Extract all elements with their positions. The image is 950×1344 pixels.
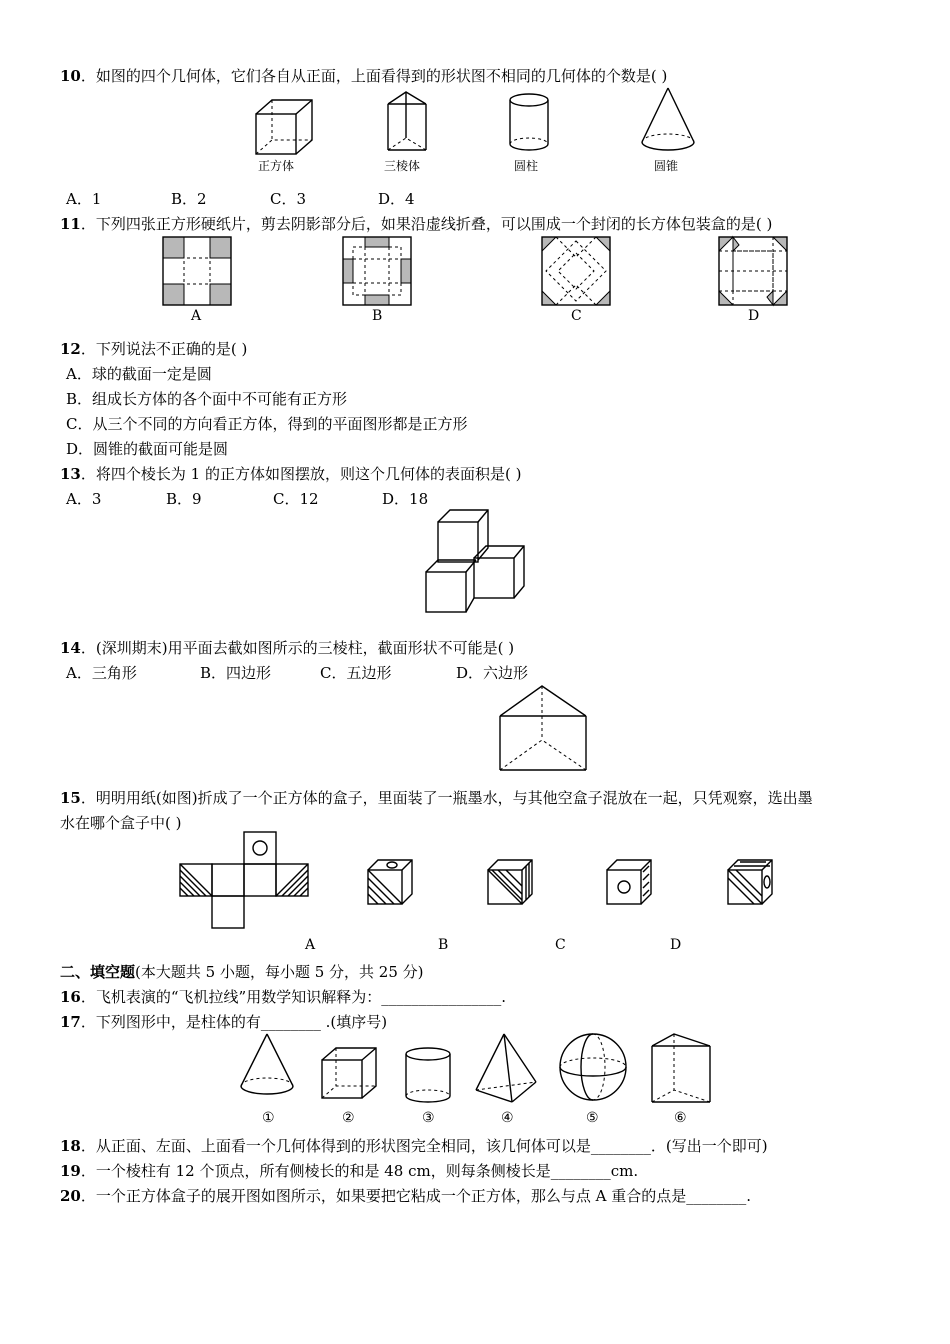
caption-prism: 三棱体	[384, 159, 421, 173]
question-number: 15	[60, 789, 81, 807]
section-note: (本大题共 5 小题，每小题 5 分，共 25 分)	[135, 963, 424, 981]
question-number: 16	[60, 988, 81, 1006]
question-number: 13	[60, 465, 81, 483]
question-number: 18	[60, 1137, 81, 1155]
figure-card-a	[163, 237, 231, 305]
figure-cube	[250, 96, 320, 158]
box-b-icon	[486, 858, 534, 906]
question-13	[60, 464, 521, 484]
option-d: D．4	[378, 190, 415, 208]
question-number: 12	[60, 340, 81, 358]
section-header	[60, 962, 424, 982]
card-label-a: A	[191, 308, 202, 324]
option-b: B．组成长方体的各个面中不可能有正方形	[66, 390, 348, 408]
question-10	[60, 66, 667, 86]
figure-card-b	[343, 237, 411, 305]
question-number: 11	[60, 215, 81, 233]
question-text: ．从正面、左面、上面看一个几何体得到的形状图完全相同，该几何体可以是________．(写出一个即可)	[80, 1137, 768, 1155]
shape-3-cylinder	[404, 1046, 454, 1106]
caption-cone: 圆锥	[654, 159, 679, 173]
figure-triangular-prism	[382, 90, 432, 156]
option-d: D．圆锥的截面可能是圆	[66, 440, 229, 458]
figure-card-d	[719, 237, 787, 305]
figure-card-c	[542, 237, 610, 305]
box-a-icon	[366, 858, 414, 906]
box-c-icon	[605, 858, 653, 906]
question-number: 14	[60, 639, 81, 657]
question-19	[60, 1161, 638, 1181]
question-20	[60, 1186, 751, 1206]
option-c: C．3	[270, 190, 307, 208]
figure-triangular-prism-section	[500, 686, 588, 772]
question-15-line2: 水在哪个盒子中( )	[60, 814, 182, 832]
card-label-c: C	[571, 308, 582, 324]
shape-label-4: ④	[501, 1110, 514, 1126]
question-text: ．明明用纸(如图)折成了一个正方体的盒子，里面装了一瓶墨水，与其他空盒子混放在一起，只凭观察，选出墨	[80, 789, 813, 807]
shape-4-pyramid	[474, 1032, 538, 1104]
question-text: ．下列图形中，是柱体的有________ .(填序号)	[80, 1013, 388, 1031]
option-c: C．12	[273, 490, 319, 508]
question-text: ．飞机表演的“飞机拉线”用数学知识解释为：________________.	[80, 988, 506, 1006]
box-d-icon	[726, 858, 774, 906]
option-b: B．9	[166, 490, 202, 508]
shape-6-prism	[650, 1032, 712, 1104]
option-a: A．球的截面一定是圆	[66, 365, 212, 383]
figure-cube-net	[178, 832, 312, 932]
box-label-d: D	[670, 937, 682, 953]
question-16	[60, 987, 506, 1007]
question-11	[60, 214, 772, 234]
question-15	[60, 788, 813, 808]
shape-label-2: ②	[342, 1110, 355, 1126]
box-label-b: B	[438, 937, 449, 953]
section-title: 二、填空题	[60, 963, 136, 981]
question-18	[60, 1136, 768, 1156]
card-label-b: B	[372, 308, 383, 324]
question-number: 20	[60, 1187, 81, 1205]
question-number: 19	[60, 1162, 81, 1180]
option-b: B．2	[171, 190, 207, 208]
figure-cylinder	[508, 92, 552, 154]
question-text: ．将四个棱长为 1 的正方体如图摆放，则这个几何体的表面积是( )	[80, 465, 522, 483]
option-d: D．18	[382, 490, 429, 508]
question-number: 17	[60, 1013, 81, 1031]
question-12	[60, 339, 247, 359]
box-label-c: C	[555, 937, 566, 953]
question-text: ．(深圳期末)用平面去截如图所示的三棱柱，截面形状不可能是( )	[80, 639, 515, 657]
question-text: ．如图的四个几何体，它们各自从正面，上面看得到的形状图不相同的几何体的个数是( )	[80, 67, 668, 85]
shape-2-cube	[320, 1046, 378, 1102]
option-c: C．从三个不同的方向看正方体，得到的平面图形都是正方形	[66, 415, 468, 433]
caption-cube: 正方体	[258, 159, 295, 173]
shape-label-5: ⑤	[586, 1110, 599, 1126]
option-a: A．三角形	[66, 664, 137, 682]
figure-stacked-cubes	[424, 510, 528, 614]
shape-label-3: ③	[422, 1110, 435, 1126]
shape-1-cone	[239, 1032, 297, 1096]
figure-cone	[640, 86, 698, 154]
shape-label-6: ⑥	[674, 1110, 687, 1126]
card-label-d: D	[748, 308, 760, 324]
question-text: ．下列说法不正确的是( )	[80, 340, 248, 358]
question-text: ．一个棱柱有 12 个顶点，所有侧棱长的和是 48 cm，则每条侧棱长是________cm.	[80, 1162, 639, 1180]
shape-label-1: ①	[262, 1110, 275, 1126]
question-text: ．一个正方体盒子的展开图如图所示，如果要把它粘成一个正方体，那么与点 A 重合的点是________.	[80, 1187, 752, 1205]
caption-cylinder: 圆柱	[514, 159, 539, 173]
question-17	[60, 1012, 387, 1032]
option-a: A．1	[66, 190, 102, 208]
option-b: B．四边形	[200, 664, 272, 682]
question-number: 10	[60, 67, 81, 85]
question-text: ．下列四张正方形硬纸片，剪去阴影部分后，如果沿虚线折叠，可以围成一个封闭的长方体包装盒的是( )	[80, 215, 773, 233]
box-label-a: A	[305, 937, 316, 953]
shape-5-sphere	[558, 1032, 630, 1104]
option-d: D．六边形	[456, 664, 529, 682]
option-c: C．五边形	[320, 664, 392, 682]
option-a: A．3	[66, 490, 102, 508]
question-14	[60, 638, 514, 658]
